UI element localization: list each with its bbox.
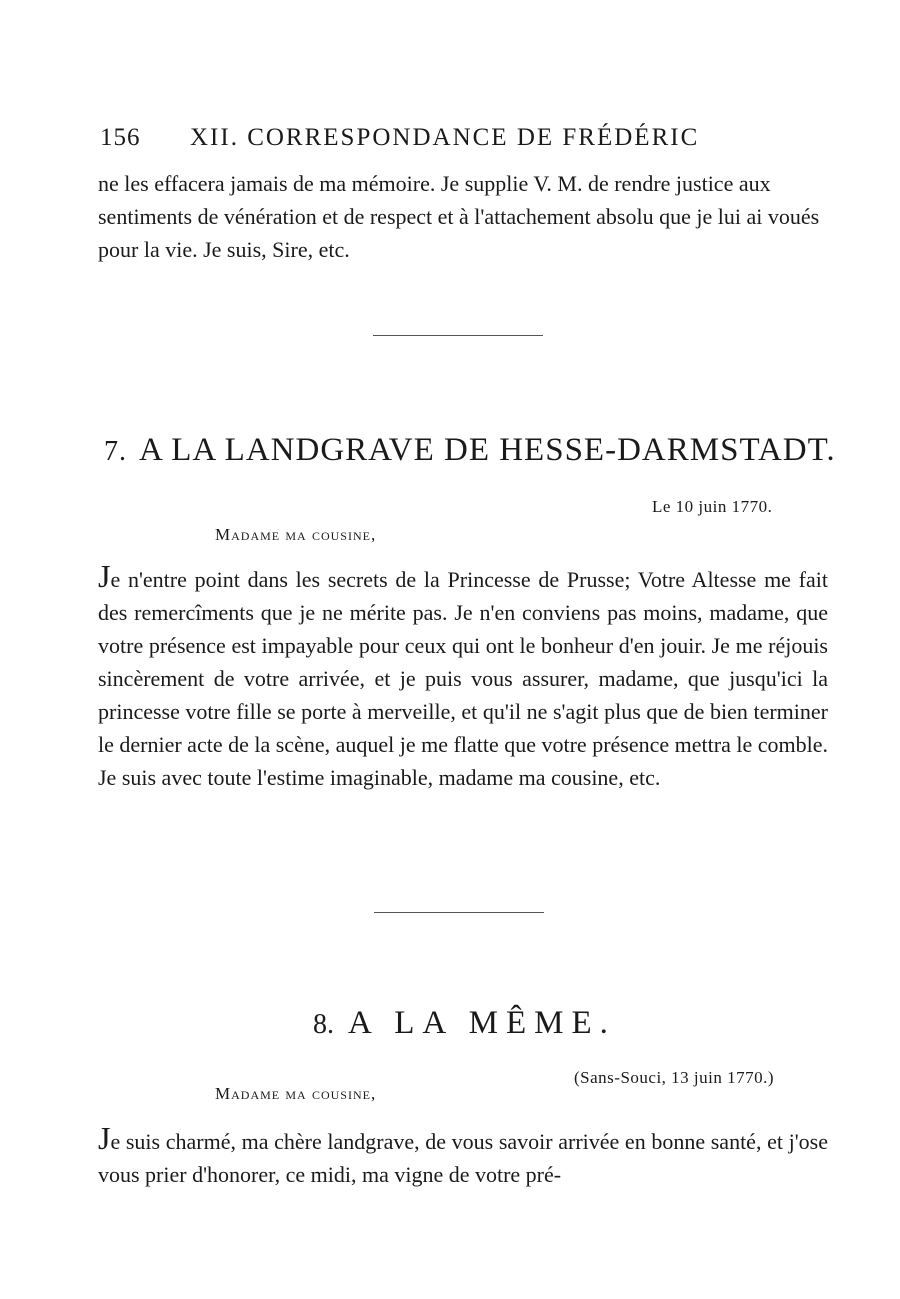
letter-body-text: e n'entre point dans les secrets de la Princesse de Prusse; Votre Altesse me fait des remercîments que je ne mérite pas. Je n'en conviens pas moins, madame, que votre présence est impayable pour ceux qui ont le bonheur d'en jouir. Je me réjouis sincèrement de votre arrivée, et je puis vous assurer, madame, que jusqu'ici la princesse votre fille se porte à merveille, et qu'il ne s'agit plus que de bien terminer le dernier acte de la scène, auquel je me flatte que votre présence mettra le comble. Je suis avec toute l'estime imaginable, madame ma cousine, etc. <box>98 567 828 790</box>
drop-initial: J <box>98 1120 111 1156</box>
running-head <box>100 124 699 152</box>
letter-title: A LA LANDGRAVE DE HESSE-DARMSTADT. <box>139 432 836 468</box>
letter-heading <box>104 432 836 469</box>
continued-paragraph: ne les effacera jamais de ma mémoire. Je supplie V. M. de rendre justice aux sentiments de vénération et de respect et à l'attachement absolu que je lui ai voués pour la vie. Je suis, Sire, etc. <box>98 171 820 262</box>
letter-body-text: e suis charmé, ma chère landgrave, de vous savoir arrivée en bonne santé, et j'ose vous prier d'honorer, ce midi, ma vigne de votre pré- <box>98 1129 828 1187</box>
letter-body <box>98 1120 828 1191</box>
running-title: XII. CORRESPONDANCE DE FRÉDÉRIC <box>190 124 700 151</box>
letter-salutation: Madame ma cousine, <box>215 525 377 544</box>
letter-salutation: Madame ma cousine, <box>215 1084 377 1103</box>
section-divider <box>374 912 544 913</box>
letter-number: 8. <box>313 1009 334 1040</box>
section-divider <box>373 335 543 336</box>
letter-title: A LA MÊME. <box>348 1005 616 1041</box>
letter-date: (Sans-Souci, 13 juin 1770.) <box>574 1068 775 1087</box>
page-number: 156 <box>100 124 141 151</box>
letter-body <box>98 558 828 794</box>
letter-date: Le 10 juin 1770. <box>652 497 773 516</box>
letter-number: 7. <box>104 436 127 467</box>
drop-initial: J <box>98 558 111 594</box>
letter-heading <box>313 1005 616 1042</box>
